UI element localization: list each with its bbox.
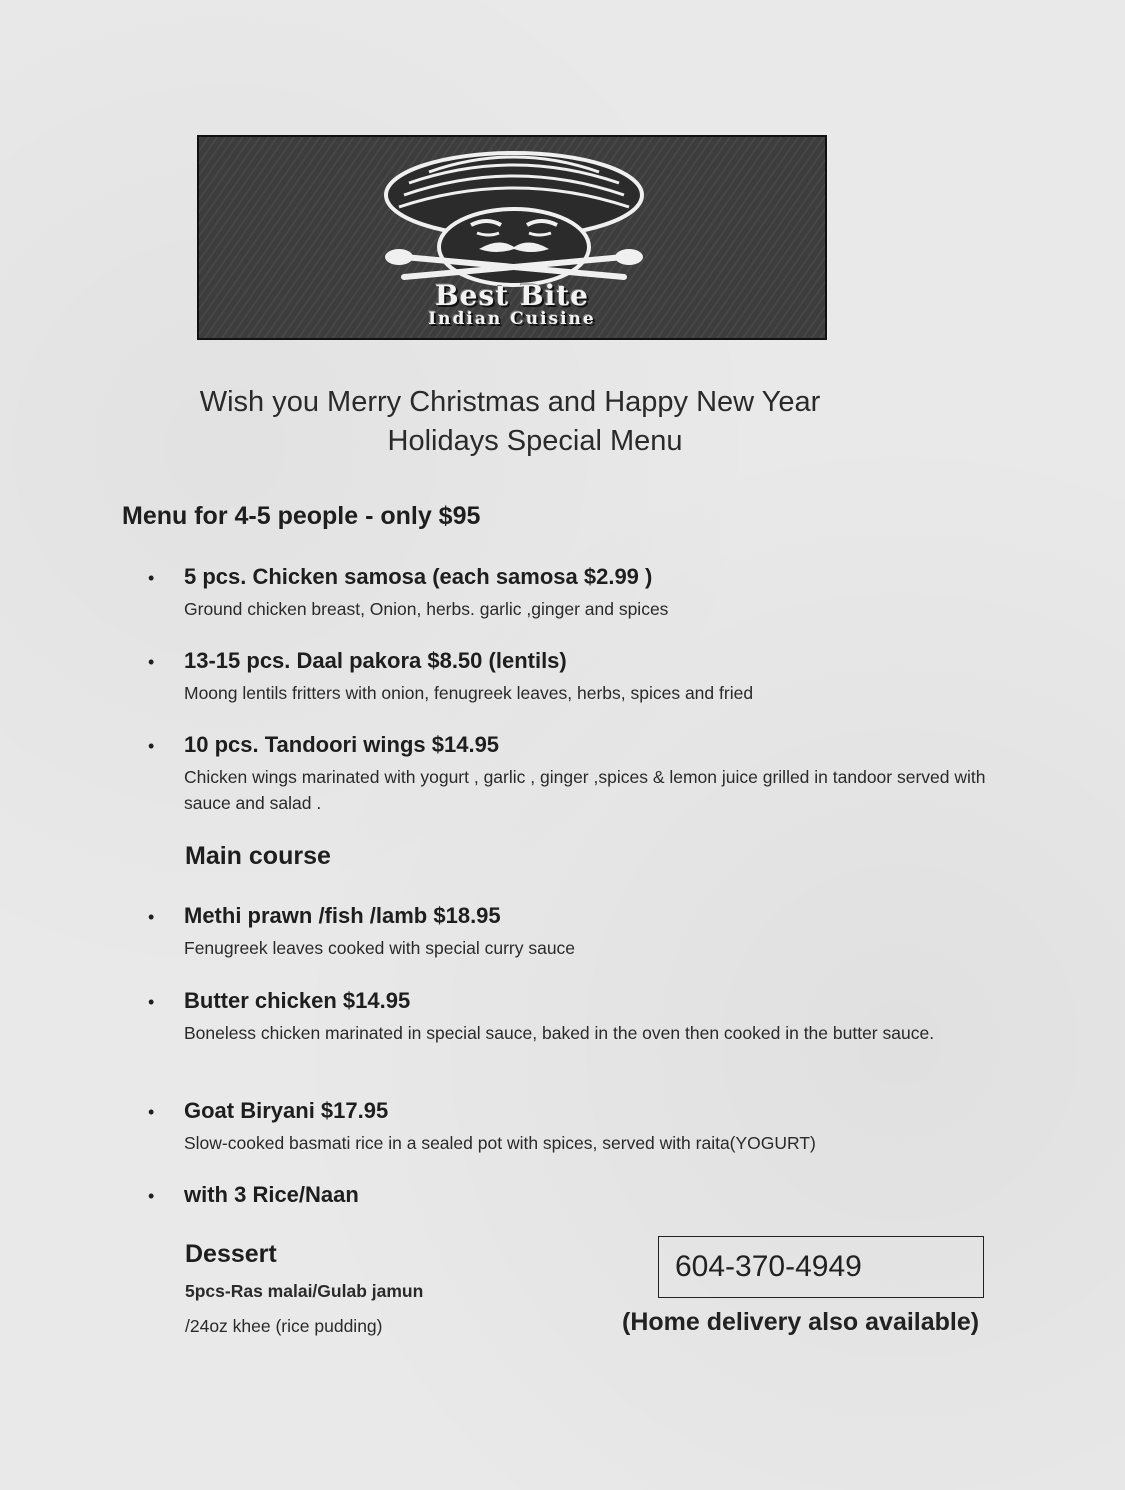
bullet-icon: • — [148, 652, 155, 672]
item-title: with 3 Rice/Naan — [184, 1182, 359, 1207]
item-description: Fenugreek leaves cooked with special curry sauce — [184, 938, 576, 958]
item-title: Goat Biryani $17.95 — [184, 1098, 389, 1123]
item-description: Chicken wings marinated with yogurt , garlic , ginger ,spices & lemon juice grilled in tandoor served with sauce and salad . — [184, 767, 986, 813]
menu-title: Holidays Special Menu — [387, 425, 683, 457]
item-title: 13-15 pcs. Daal pakora $8.50 (lentils) — [184, 648, 567, 673]
item-title: Butter chicken $14.95 — [184, 988, 411, 1013]
item-title: 10 pcs. Tandoori wings $14.95 — [184, 732, 500, 757]
bullet-icon: • — [148, 907, 155, 927]
main-course-heading: Main course — [185, 842, 331, 870]
restaurant-logo — [197, 135, 827, 340]
bullet-icon: • — [148, 1102, 155, 1122]
bullet-icon: • — [148, 736, 155, 756]
brand-tagline: Indian Cuisine — [428, 309, 596, 329]
brand-name: Best Bite — [435, 279, 589, 312]
menu-heading: Menu for 4-5 people - only $95 — [122, 502, 481, 530]
bullet-icon: • — [148, 992, 155, 1012]
item-description: Boneless chicken marinated in special sauce, baked in the oven then cooked in the butter sauce. — [184, 1023, 935, 1043]
dessert-item: 5pcs-Ras malai/Gulab jamun — [185, 1281, 424, 1301]
phone-number-box: 604-370-4949 — [658, 1236, 984, 1298]
greeting-line: Wish you Merry Christmas and Happy New Year — [199, 386, 821, 418]
item-description: Ground chicken breast, Onion, herbs. garlic ,ginger and spices — [184, 599, 669, 619]
delivery-note: (Home delivery also available) — [622, 1308, 980, 1336]
item-description: Slow-cooked basmati rice in a sealed pot with spices, served with raita(YOGURT) — [184, 1133, 816, 1153]
dessert-item: /24oz khee (rice pudding) — [185, 1316, 383, 1336]
bullet-icon: • — [148, 568, 155, 588]
item-description: Moong lentils fritters with onion, fenugreek leaves, herbs, spices and fried — [184, 683, 754, 703]
item-title: 5 pcs. Chicken samosa (each samosa $2.99 ) — [184, 564, 653, 589]
bullet-icon: • — [148, 1186, 155, 1206]
item-title: Methi prawn /fish /lamb $18.95 — [184, 903, 501, 928]
dessert-heading: Dessert — [185, 1240, 277, 1268]
